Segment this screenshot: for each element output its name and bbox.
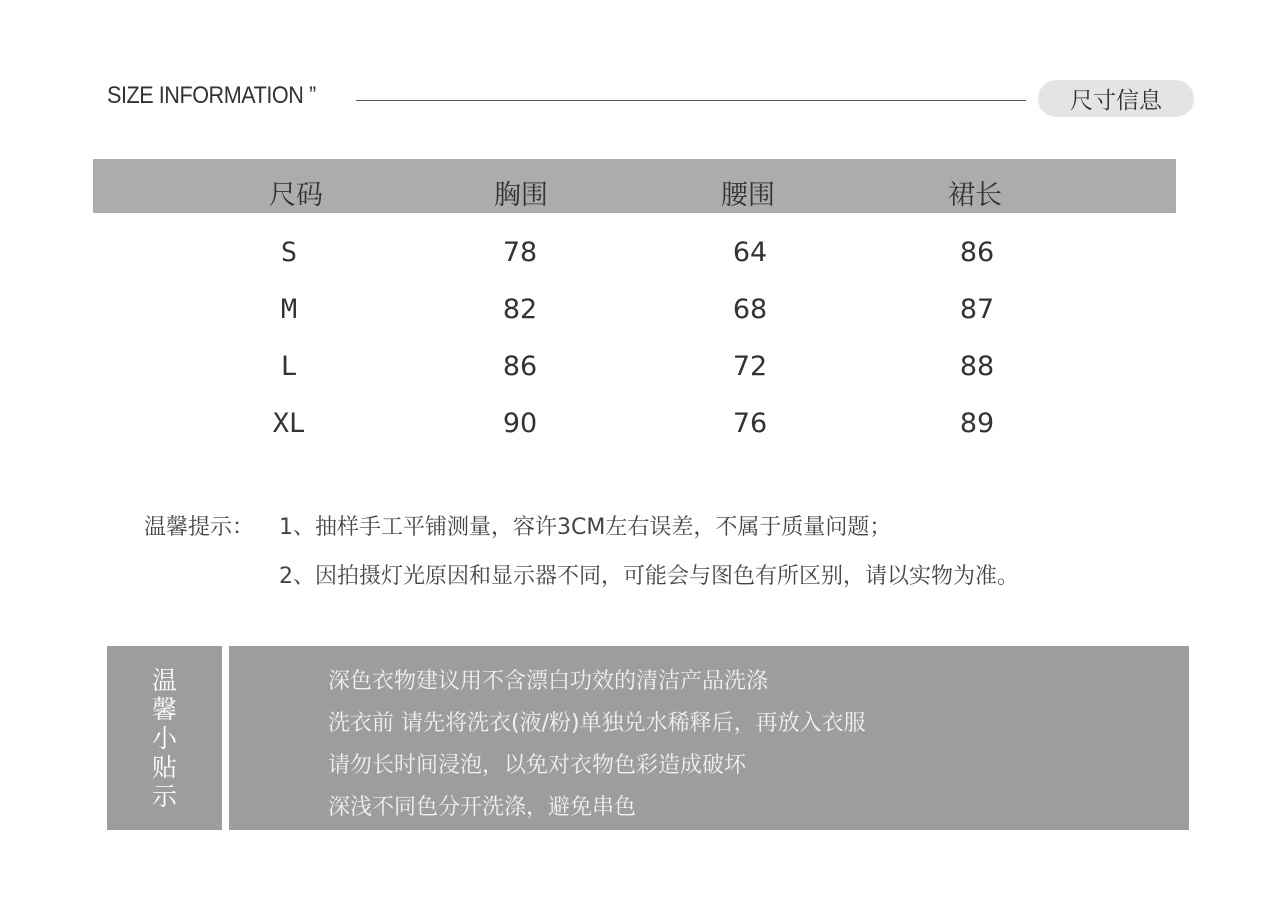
- care-tip: 洗衣前 请先将洗衣(液/粉)单独兑水稀释后，再放入衣服: [328, 711, 866, 736]
- care-tips-label-char: 馨: [151, 695, 177, 724]
- care-tips-label: [107, 666, 222, 811]
- care-tips-label-box: [107, 646, 222, 830]
- skirt-length-cell: 89: [959, 408, 995, 439]
- care-tip: 深色衣物建议用不含漂白功效的清洁产品洗涤: [328, 669, 769, 694]
- waist-cell: 76: [732, 408, 768, 439]
- size-table-header: [93, 159, 1176, 213]
- size-cell: XL: [272, 408, 306, 439]
- column-header-waist: 腰围: [721, 180, 775, 211]
- care-tips-label-char: 示: [151, 782, 177, 811]
- care-tip: 请勿长时间浸泡，以免对衣物色彩造成破坏: [328, 753, 747, 778]
- care-tips-box: [229, 646, 1189, 830]
- note-line-1: 1、抽样手工平铺测量，容许3CM左右误差，不属于质量问题；: [279, 515, 892, 540]
- waist-cell: 68: [732, 294, 768, 325]
- column-header-skirt-length: 裙长: [948, 180, 1002, 211]
- note-line-2: 2、因拍摄灯光原因和显示器不同，可能会与图色有所区别，请以实物为准。: [279, 564, 1019, 589]
- notes-label: 温馨提示：: [144, 515, 255, 540]
- size-cell: L: [280, 351, 298, 382]
- bust-cell: 86: [502, 351, 538, 382]
- care-tips-label-char: 温: [151, 666, 177, 695]
- bust-cell: 90: [502, 408, 538, 439]
- header-divider-line: [356, 100, 1026, 101]
- bust-cell: 78: [502, 237, 538, 268]
- care-tip: 深浅不同色分开洗涤，避免串色: [328, 795, 637, 820]
- care-tips-label-char: 小: [151, 724, 177, 753]
- size-info-title-cn-badge: 尺寸信息: [1038, 80, 1194, 117]
- column-header-bust: 胸围: [494, 180, 548, 211]
- size-cell: M: [280, 294, 298, 325]
- bust-cell: 82: [502, 294, 538, 325]
- skirt-length-cell: 86: [959, 237, 995, 268]
- column-header-size: 尺码: [269, 180, 323, 211]
- care-tips-label-char: 贴: [151, 753, 177, 782]
- waist-cell: 72: [732, 351, 768, 382]
- size-cell: S: [280, 237, 298, 268]
- waist-cell: 64: [732, 237, 768, 268]
- skirt-length-cell: 88: [959, 351, 995, 382]
- size-info-title-en: SIZE INFORMATION ”: [107, 82, 316, 109]
- skirt-length-cell: 87: [959, 294, 995, 325]
